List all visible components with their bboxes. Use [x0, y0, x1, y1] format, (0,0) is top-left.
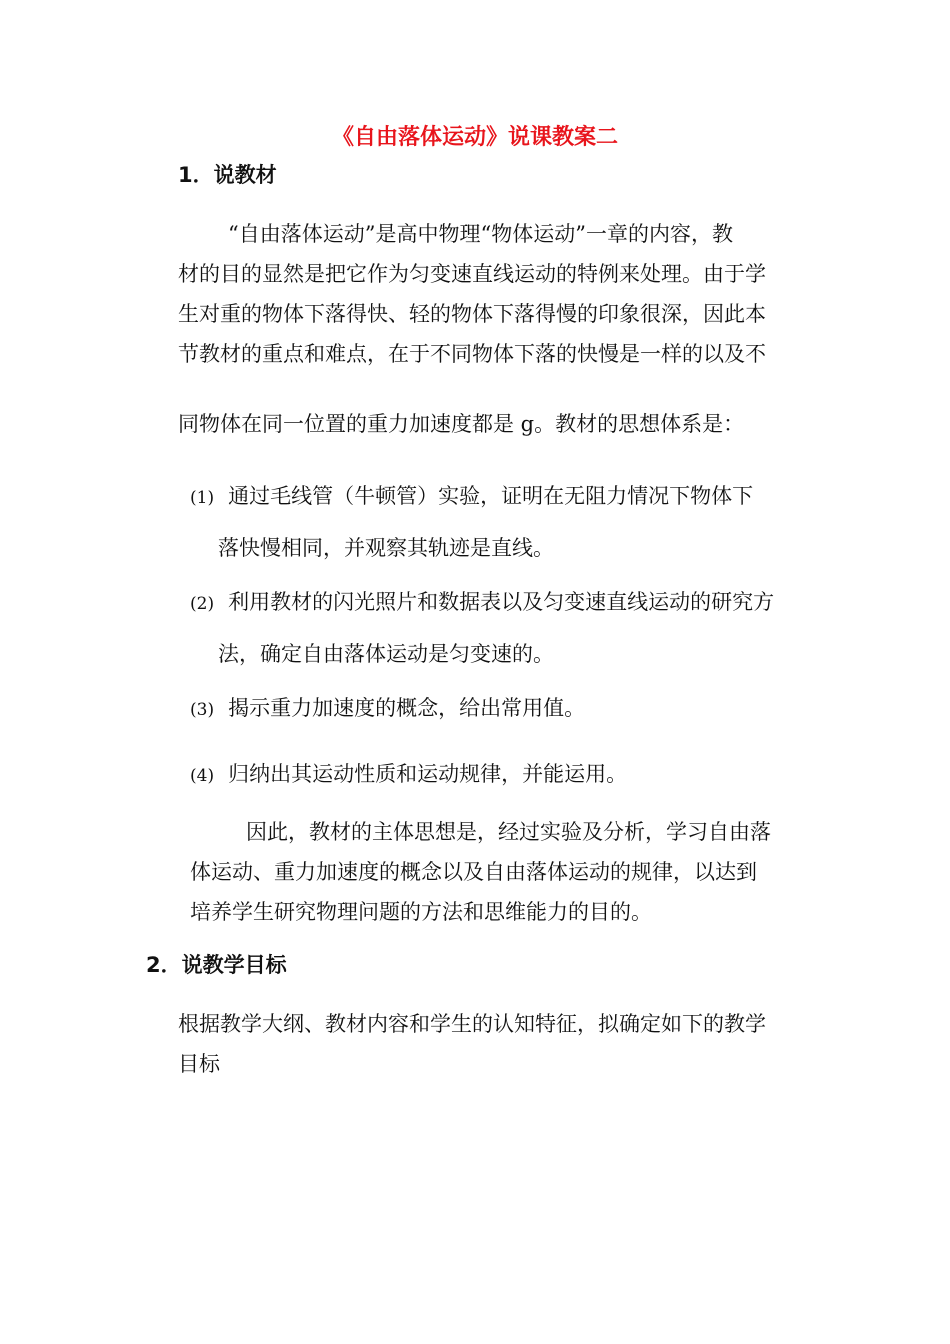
list-number: (4): [190, 766, 215, 786]
section-2-heading: 2．说教学目标: [146, 953, 287, 977]
list-number: (3): [190, 700, 215, 720]
list-text: 揭示重力加速度的概念，给出常用值。: [228, 696, 586, 720]
paragraph-line: 培养学生研究物理问题的方法和思维能力的目的。: [190, 900, 652, 924]
paragraph-line: 目标: [178, 1052, 220, 1076]
list-item-2-cont: 法，确定自由落体运动是匀变速的。: [218, 642, 554, 666]
paragraph-line: 体运动、重力加速度的概念以及自由落体运动的规律，以达到: [190, 860, 757, 884]
list-item-1: [190, 478, 753, 516]
list-text: 归纳出其运动性质和运动规律，并能运用。: [228, 762, 628, 786]
paragraph-line: 因此，教材的主体思想是，经过实验及分析，学习自由落: [246, 820, 771, 844]
paragraph-line: 节教材的重点和难点，在于不同物体下落的快慢是一样的以及不: [178, 342, 766, 366]
list-text: 利用教材的闪光照片和数据表以及匀变速直线运动的研究方: [228, 590, 775, 614]
section-1-heading: 1．说教材: [178, 163, 277, 187]
document-title: 《自由落体运动》说课教案二: [331, 125, 618, 150]
paragraph-line: 材的目的显然是把它作为匀变速直线运动的特例来处理。由于学: [178, 262, 766, 286]
list-item-1-cont: 落快慢相同，并观察其轨迹是直线。: [218, 536, 554, 560]
list-item-4: [190, 756, 627, 794]
paragraph-line: “自由落体运动”是高中物理“物体运动”一章的内容，教: [228, 222, 733, 246]
paragraph-line: 根据教学大纲、教材内容和学生的认知特征，拟确定如下的教学: [178, 1012, 766, 1036]
list-text: 通过毛线管（牛顿管）实验，证明在无阻力情况下物体下: [228, 484, 754, 508]
list-number: (2): [190, 594, 215, 614]
list-item-2: [190, 584, 774, 622]
paragraph-line: 生对重的物体下落得快、轻的物体下落得慢的印象很深，因此本: [178, 302, 766, 326]
list-item-3: [190, 690, 585, 728]
list-number: (1): [190, 488, 215, 508]
paragraph-line: 同物体在同一位置的重力加速度都是 g。教材的思想体系是：: [178, 412, 745, 436]
